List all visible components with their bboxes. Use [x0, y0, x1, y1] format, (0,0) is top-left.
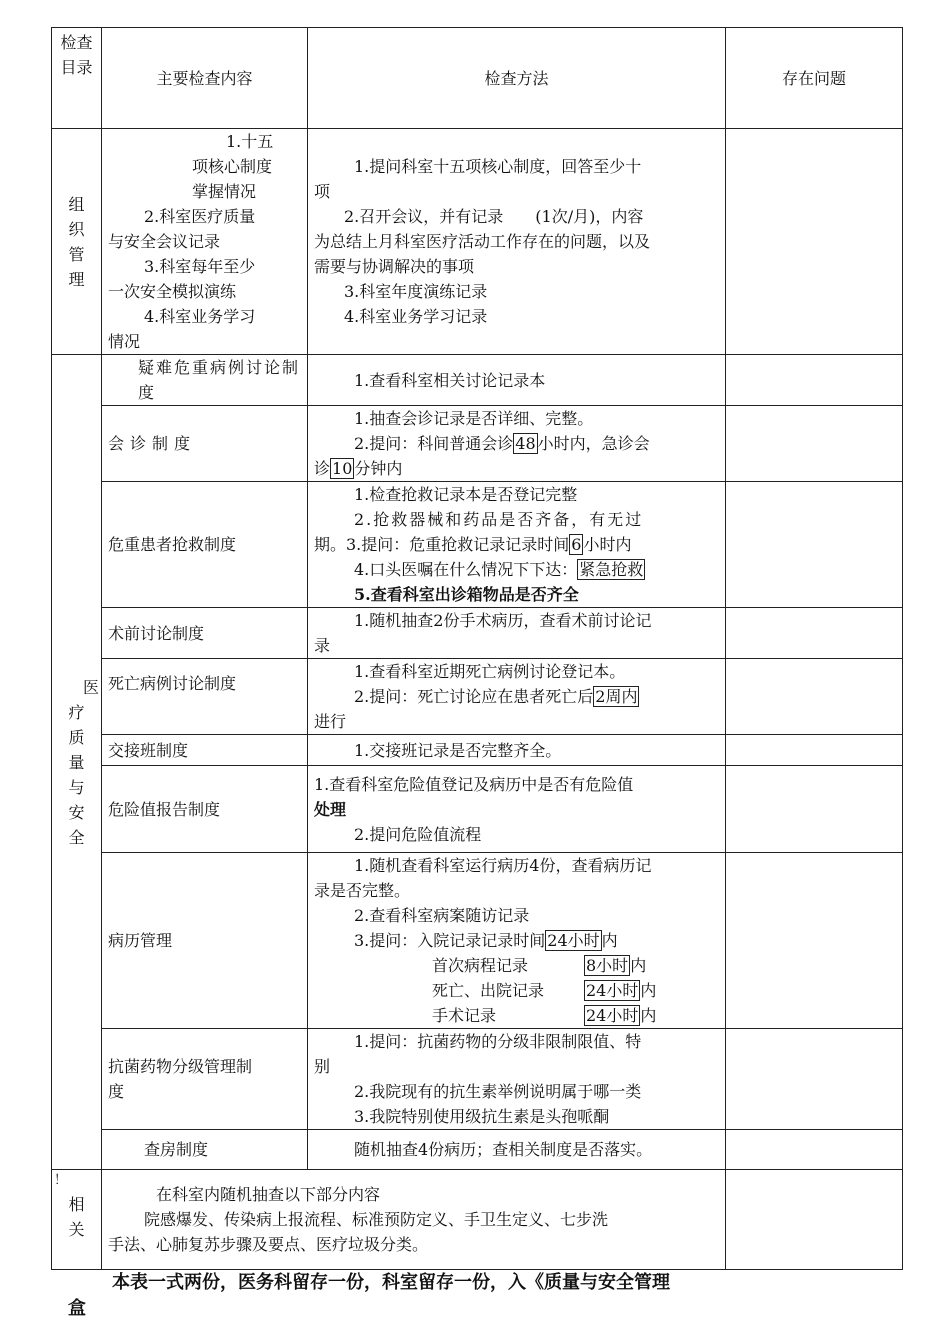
content-death: 死亡病例讨论制度	[102, 659, 308, 735]
related-row	[52, 1170, 903, 1270]
header-issues: 存在问题	[726, 28, 903, 129]
content-critical-value: 危险值报告制度	[102, 766, 308, 853]
org-content: 1.十五 项核心制度 掌握情况 2.科室医疗质量 与安全会议记录 3.科室每年至少 一次安全模拟演练 4.科室业务学习 情况	[102, 129, 308, 355]
surgery-box: 24小时	[586, 1006, 639, 1025]
quality-row-records	[52, 853, 903, 1029]
method-handover: 1.交接班记录是否完整齐全。	[308, 735, 726, 766]
quality-row-handover	[52, 735, 903, 766]
inspection-sheet	[51, 27, 903, 1270]
rescue-hours-box: 6	[571, 535, 582, 554]
quality-row-rescue	[52, 482, 903, 608]
quality-category: 医 疗质量与安全	[52, 355, 102, 1170]
content-preop: 术前讨论制度	[102, 608, 308, 659]
content-rescue: 危重患者抢救制度	[102, 482, 308, 608]
content-rounds: 查房制度	[102, 1130, 308, 1170]
header-row	[52, 28, 903, 129]
issues-rescue	[726, 482, 903, 608]
issues-preop	[726, 608, 903, 659]
method-critical-value: 1.查看科室危险值登记及病历中是否有危险值 处理 2.提问危险值流程	[308, 766, 726, 853]
footer-line-2: 盒	[68, 1298, 86, 1319]
emergency-rescue-box: 紧急抢救	[579, 560, 644, 579]
related-issues	[726, 1170, 903, 1270]
method-consultation: 1.抽查会诊记录是否详细、完整。 2.提问：科间普通会诊 48 小时内，急诊会 诊 10 分钟内	[308, 406, 726, 482]
consult-hours-box: 48	[515, 434, 536, 453]
org-issues	[726, 129, 903, 355]
content-difficult-case: 疑难危重病例讨论制度	[102, 355, 308, 406]
method-preop: 1.随机抽查2份手术病历，查看术前讨论记 录	[308, 608, 726, 659]
issues-records	[726, 853, 903, 1029]
content-antibiotics: 抗菌药物分级管理制 度	[102, 1029, 308, 1130]
org-method: 1.提问科室十五项核心制度，回答至少十 项 2.召开会议，并有记录 (1次/月)，内容 为总结上月科室医疗活动工作存在的问题，以及 需要与协调解决的事项 3.科室年度演练记录 4.科室业务学习记录	[308, 129, 726, 355]
content-handover: 交接班制度	[102, 735, 308, 766]
method-difficult-case: 1.查看科室相关讨论记录本	[308, 355, 726, 406]
related-category: ！ 相关	[52, 1170, 102, 1270]
header-catalog: 检查目录	[52, 28, 102, 129]
issues-antibiotics	[726, 1029, 903, 1130]
content-consultation: 会诊制度	[102, 406, 308, 482]
method-antibiotics: 1.提问：抗菌药物的分级非限制限值、特 别 2.我院现有的抗生素举例说明属于哪一类 3.我院特别使用级抗生素是头孢哌酮	[308, 1029, 726, 1130]
quality-row-death	[52, 659, 903, 735]
emergency-minutes-box: 10	[332, 459, 353, 478]
first-course-box: 8小时	[586, 956, 629, 975]
issues-critical-value	[726, 766, 903, 853]
method-records: 1.随机查看科室运行病历4份，查看病历记 录是否完整。 2.查看科室病案随访记录 3.提问：入院记录记录时间 24小时 内 首次病程记录 8小时 内 死亡、出院记录 24小时 内 手术记录 24小时 内	[308, 853, 726, 1029]
quality-row-preop	[52, 608, 903, 659]
org-row	[52, 129, 903, 355]
issues-rounds	[726, 1130, 903, 1170]
issues-death	[726, 659, 903, 735]
method-rescue: 1.检查抢救记录本是否登记完整 2.抢救器械和药品是否齐备，有无过 期。3.提问：危重抢救记录记录时间 6 小时内 4.口头医嘱在什么情况下下达： 紧急抢救 5.查看科室出诊箱物品是否齐全	[308, 482, 726, 608]
content-records: 病历管理	[102, 853, 308, 1029]
issues-difficult-case	[726, 355, 903, 406]
inspection-table	[51, 27, 903, 1270]
footer-line-1: 本表一式两份，医务科留存一份，科室留存一份，入《质量与安全管理	[112, 1272, 670, 1293]
quality-row-rounds	[52, 1130, 903, 1170]
quality-row-consult-difficult	[52, 355, 903, 406]
death-weeks-box: 2周内	[595, 687, 638, 706]
quality-row-antibiotics	[52, 1029, 903, 1130]
header-method: 检查方法	[308, 28, 726, 129]
method-rounds: 随机抽查4份病历；查相关制度是否落实。	[308, 1130, 726, 1170]
header-content: 主要检查内容	[102, 28, 308, 129]
org-category: 组织管理	[52, 129, 102, 355]
issues-handover	[726, 735, 903, 766]
quality-row-critical-value	[52, 766, 903, 853]
discharge-box: 24小时	[586, 981, 639, 1000]
issues-consultation	[726, 406, 903, 482]
related-content: 在科室内随机抽查以下部分内容 院感爆发、传染病上报流程、标准预防定义、手卫生定义、七步洗 手法、心肺复苏步骤及要点、医疗垃圾分类。	[102, 1170, 726, 1270]
method-death: 1.查看科室近期死亡病例讨论登记本。 2.提问：死亡讨论应在患者死亡后 2周内 进行	[308, 659, 726, 735]
admission-hours-box: 24小时	[547, 931, 600, 950]
quality-row-consultation	[52, 406, 903, 482]
